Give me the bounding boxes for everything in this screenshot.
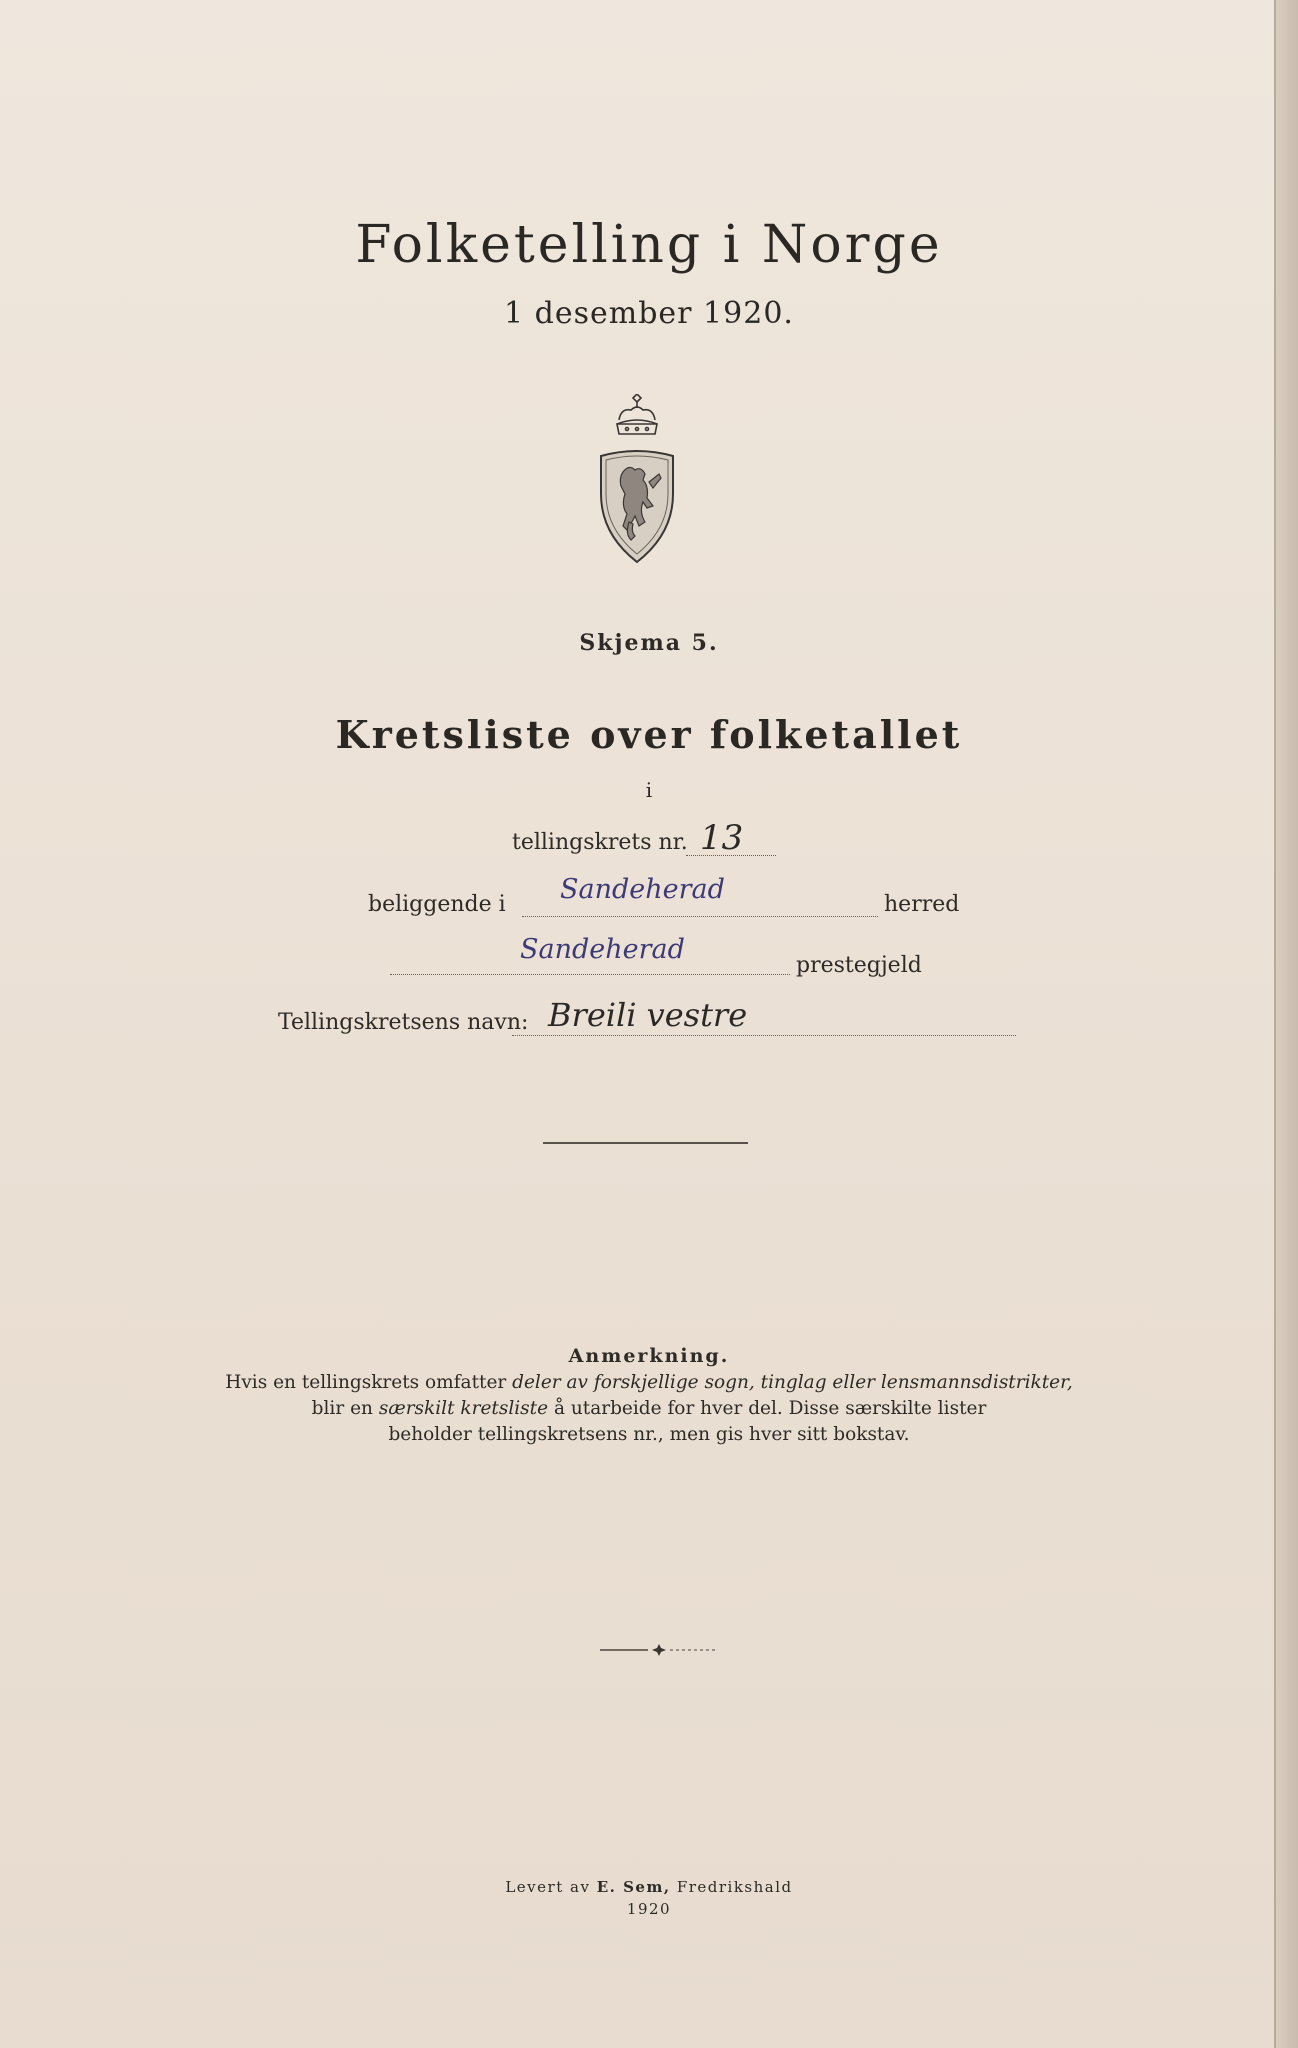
prestegjeld-line	[390, 974, 790, 975]
note-text: Hvis en tellingskrets omfatter	[225, 1372, 513, 1393]
printer-credit	[0, 1878, 1298, 1896]
form-heading: Kretsliste over folketallet	[335, 712, 963, 757]
section-divider	[543, 1142, 748, 1144]
ornament-divider	[600, 1642, 718, 1658]
note-emphasis: deler av forskjellige sogn, tinglag eller lensmannsdistrikter,	[512, 1372, 1073, 1393]
navn-label: Tellingskretsens navn:	[278, 1010, 529, 1035]
tellingskrets-label: tellingskrets nr.	[512, 830, 688, 855]
beliggende-line	[522, 916, 878, 917]
herred-label: herred	[884, 892, 960, 917]
note-line-1	[0, 1372, 1298, 1393]
beliggende-value: Sandeherad	[560, 874, 725, 905]
prestegjeld-value: Sandeherad	[520, 934, 685, 965]
note-heading: Anmerkning.	[568, 1345, 730, 1367]
note-text: blir en	[311, 1398, 379, 1419]
printer-year: 1920	[626, 1900, 672, 1918]
printer-place: Fredrikshald	[670, 1878, 793, 1896]
document-date: 1 desember 1920.	[504, 296, 794, 331]
heading-connector: i	[645, 778, 653, 802]
note-line-2	[0, 1398, 1298, 1419]
printer-name: E. Sem,	[596, 1878, 671, 1896]
note-emphasis: særskilt kretsliste	[378, 1398, 549, 1419]
beliggende-label: beliggende i	[368, 892, 506, 917]
note-text: å utarbeide for hver del. Disse særskilte lister	[548, 1398, 987, 1419]
prestegjeld-label: prestegjeld	[796, 953, 922, 978]
tellingskrets-value: 13	[700, 818, 744, 858]
navn-value: Breili vestre	[548, 996, 748, 1034]
document-title: Folketelling i Norge	[355, 215, 943, 275]
norwegian-coat-of-arms-icon	[597, 394, 677, 564]
printer-prefix: Levert av	[505, 1878, 597, 1896]
note-line-3: beholder tellingskretsens nr., men gis hver sitt bokstav.	[388, 1424, 910, 1445]
schema-label: Skjema 5.	[579, 630, 719, 656]
navn-line	[512, 1035, 1016, 1036]
